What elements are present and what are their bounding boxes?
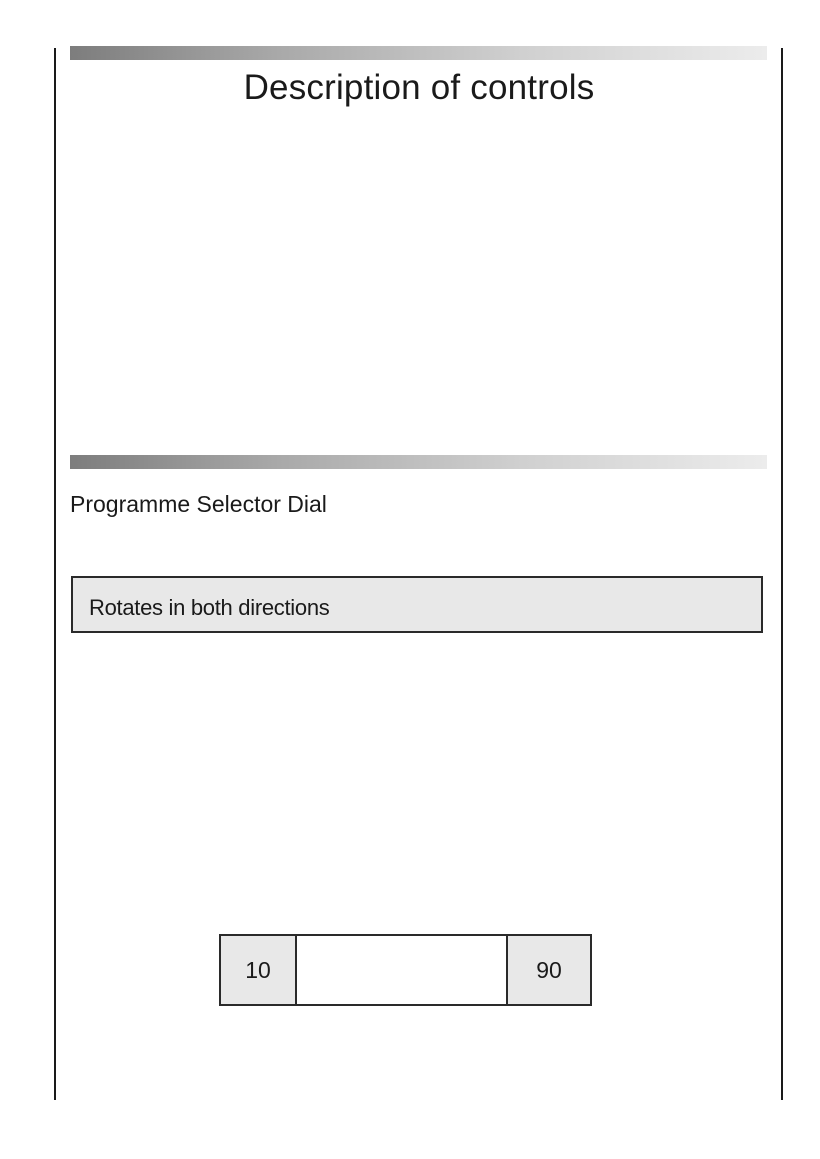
header-gradient-bar — [70, 46, 767, 60]
rotation-note-box — [71, 576, 763, 633]
range-indicator — [219, 934, 592, 1006]
range-min-cell — [221, 936, 297, 1004]
page-border-right — [781, 48, 783, 1100]
rotation-note-text: Rotates in both directions — [89, 595, 330, 620]
page-border-left — [54, 48, 56, 1100]
range-middle-cell — [297, 936, 508, 1004]
range-max-label: 90 — [536, 956, 562, 983]
range-min-label: 10 — [245, 956, 271, 983]
page-title: Description of controls — [243, 68, 595, 107]
programme-selector-heading: Programme Selector Dial — [70, 491, 327, 517]
section-gradient-bar — [70, 455, 767, 469]
range-max-cell — [508, 936, 590, 1004]
